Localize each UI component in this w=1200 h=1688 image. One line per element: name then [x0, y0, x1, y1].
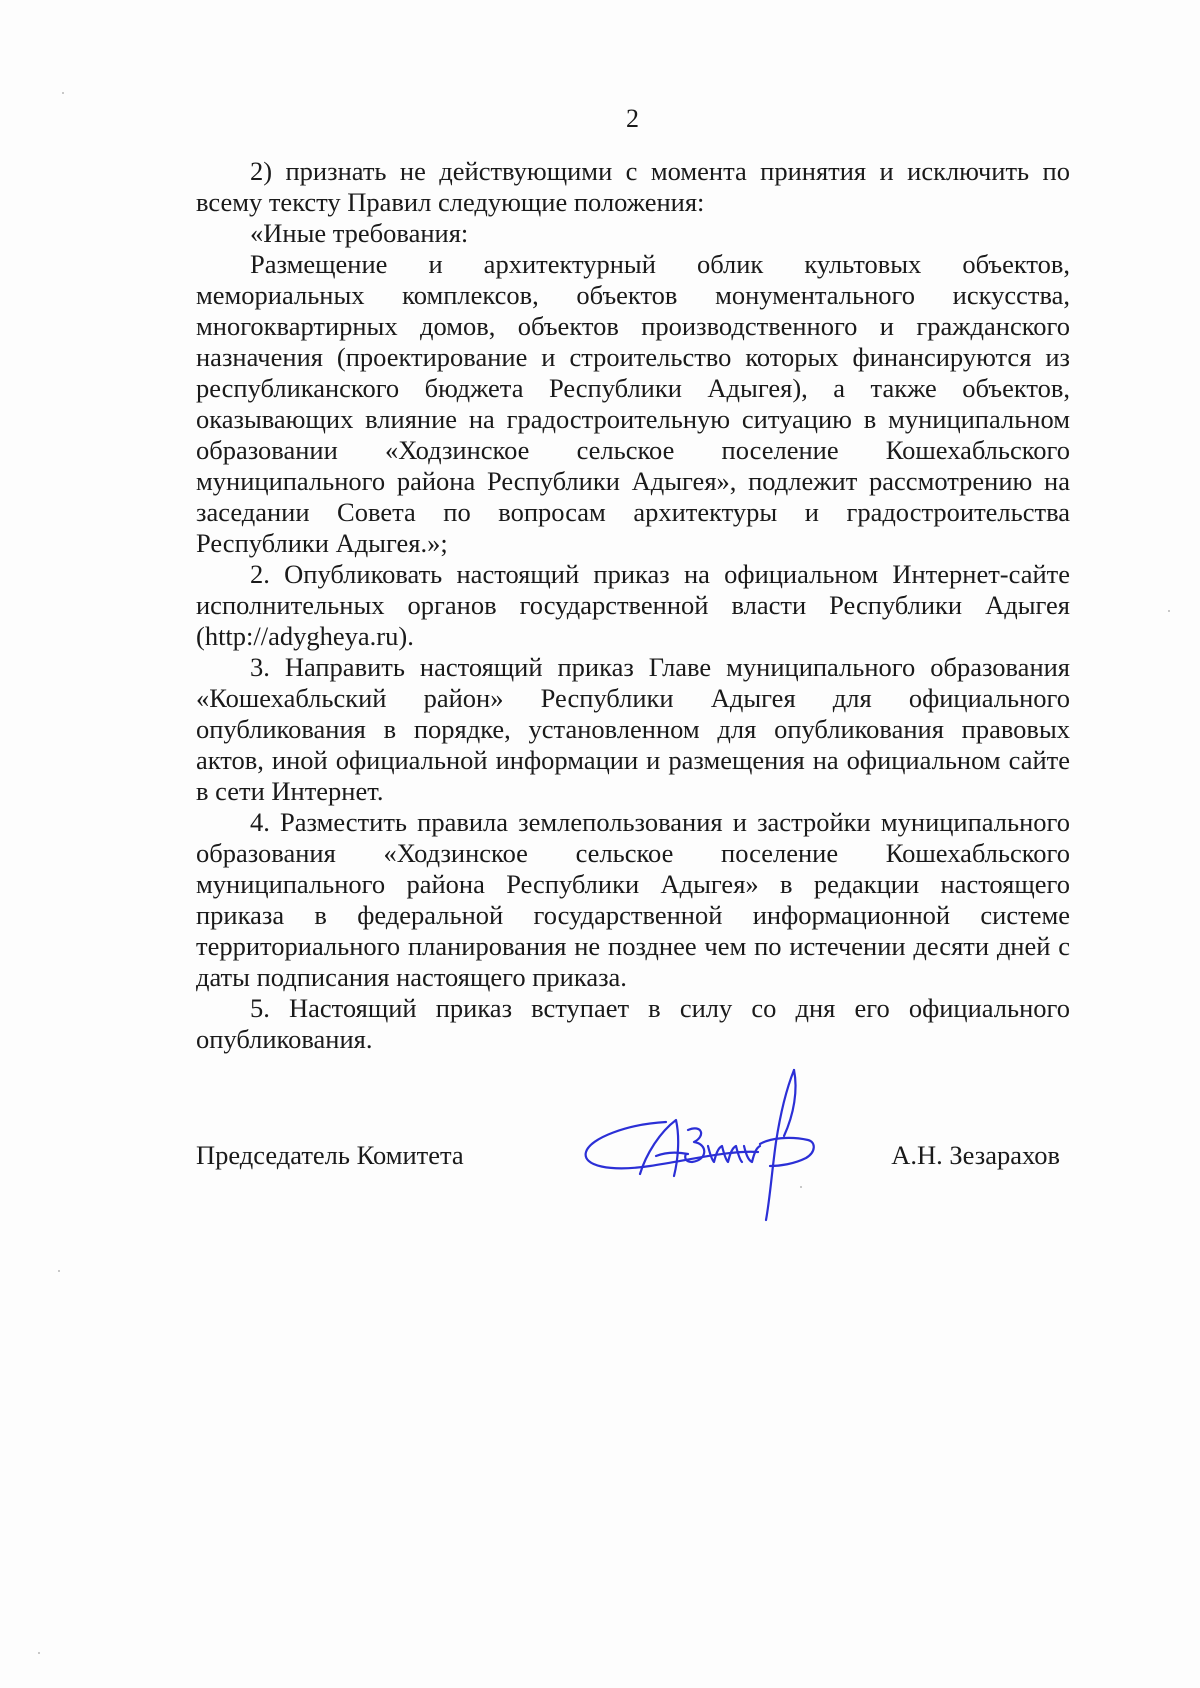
- paragraph-other-requirements-heading: «Иные требования:: [250, 218, 469, 248]
- scan-speck: [1168, 610, 1170, 612]
- paragraph-item-2-invalidate: 2) признать не действующими с момента принятия и исключить по всему тексту Правил следующие положения:: [196, 156, 1070, 217]
- paragraph-place-rules-fgis: 4. Разместить правила землепользования и застройки муниципального образования «Ходзинское сельское поселение Кошехабльского муниципального района Республики Адыгея» в редакции настоящего приказа в федеральной государственной информационной системе территориального планирования не позднее чем по истечении десяти дней с даты подписания настоящего приказа.: [196, 807, 1070, 992]
- scan-speck: [38, 1652, 40, 1654]
- page-number: 2: [626, 104, 639, 133]
- signatory-position: Председатель Комитета: [196, 1140, 464, 1170]
- handwritten-signature: [580, 1066, 840, 1226]
- paragraph-publish-on-site: 2. Опубликовать настоящий приказ на официальном Интернет-сайте исполнительных органов государственной власти Республики Адыгея (http://adygheya.ru).: [196, 559, 1070, 651]
- paragraph-placement-requirements: Размещение и архитектурный облик культовых объектов, мемориальных комплексов, объектов монументального искусства, многоквартирных домов, объектов производственного и гражданского назначения (проектирование и строительство которых финансируются из республиканского бюджета Республики Адыгея), а также объектов, оказывающих влияние на градостроительную ситуацию в муниципальном образовании «Ходзинское сельское поселение Кошехабльского муниципального района Республики Адыгея», подлежит рассмотрению на заседании Совета по вопросам архитектуры и градостроительства Республики Адыгея.»;: [196, 249, 1070, 558]
- scan-speck: [62, 92, 64, 94]
- paragraph-entry-into-force: 5. Настоящий приказ вступает в силу со дня его официального опубликования.: [196, 993, 1070, 1054]
- scan-speck: [58, 1270, 60, 1272]
- paragraph-send-to-head: 3. Направить настоящий приказ Главе муниципального образования «Кошехабльский район» Республики Адыгея для официального опубликования в порядке, установленном для опубликования правовых актов, иной официальной информации и размещения на официальном сайте в сети Интернет.: [196, 652, 1070, 806]
- signatory-name: А.Н. Зезарахов: [891, 1140, 1060, 1170]
- document-body: [196, 156, 1070, 1055]
- scan-speck: [800, 1186, 802, 1188]
